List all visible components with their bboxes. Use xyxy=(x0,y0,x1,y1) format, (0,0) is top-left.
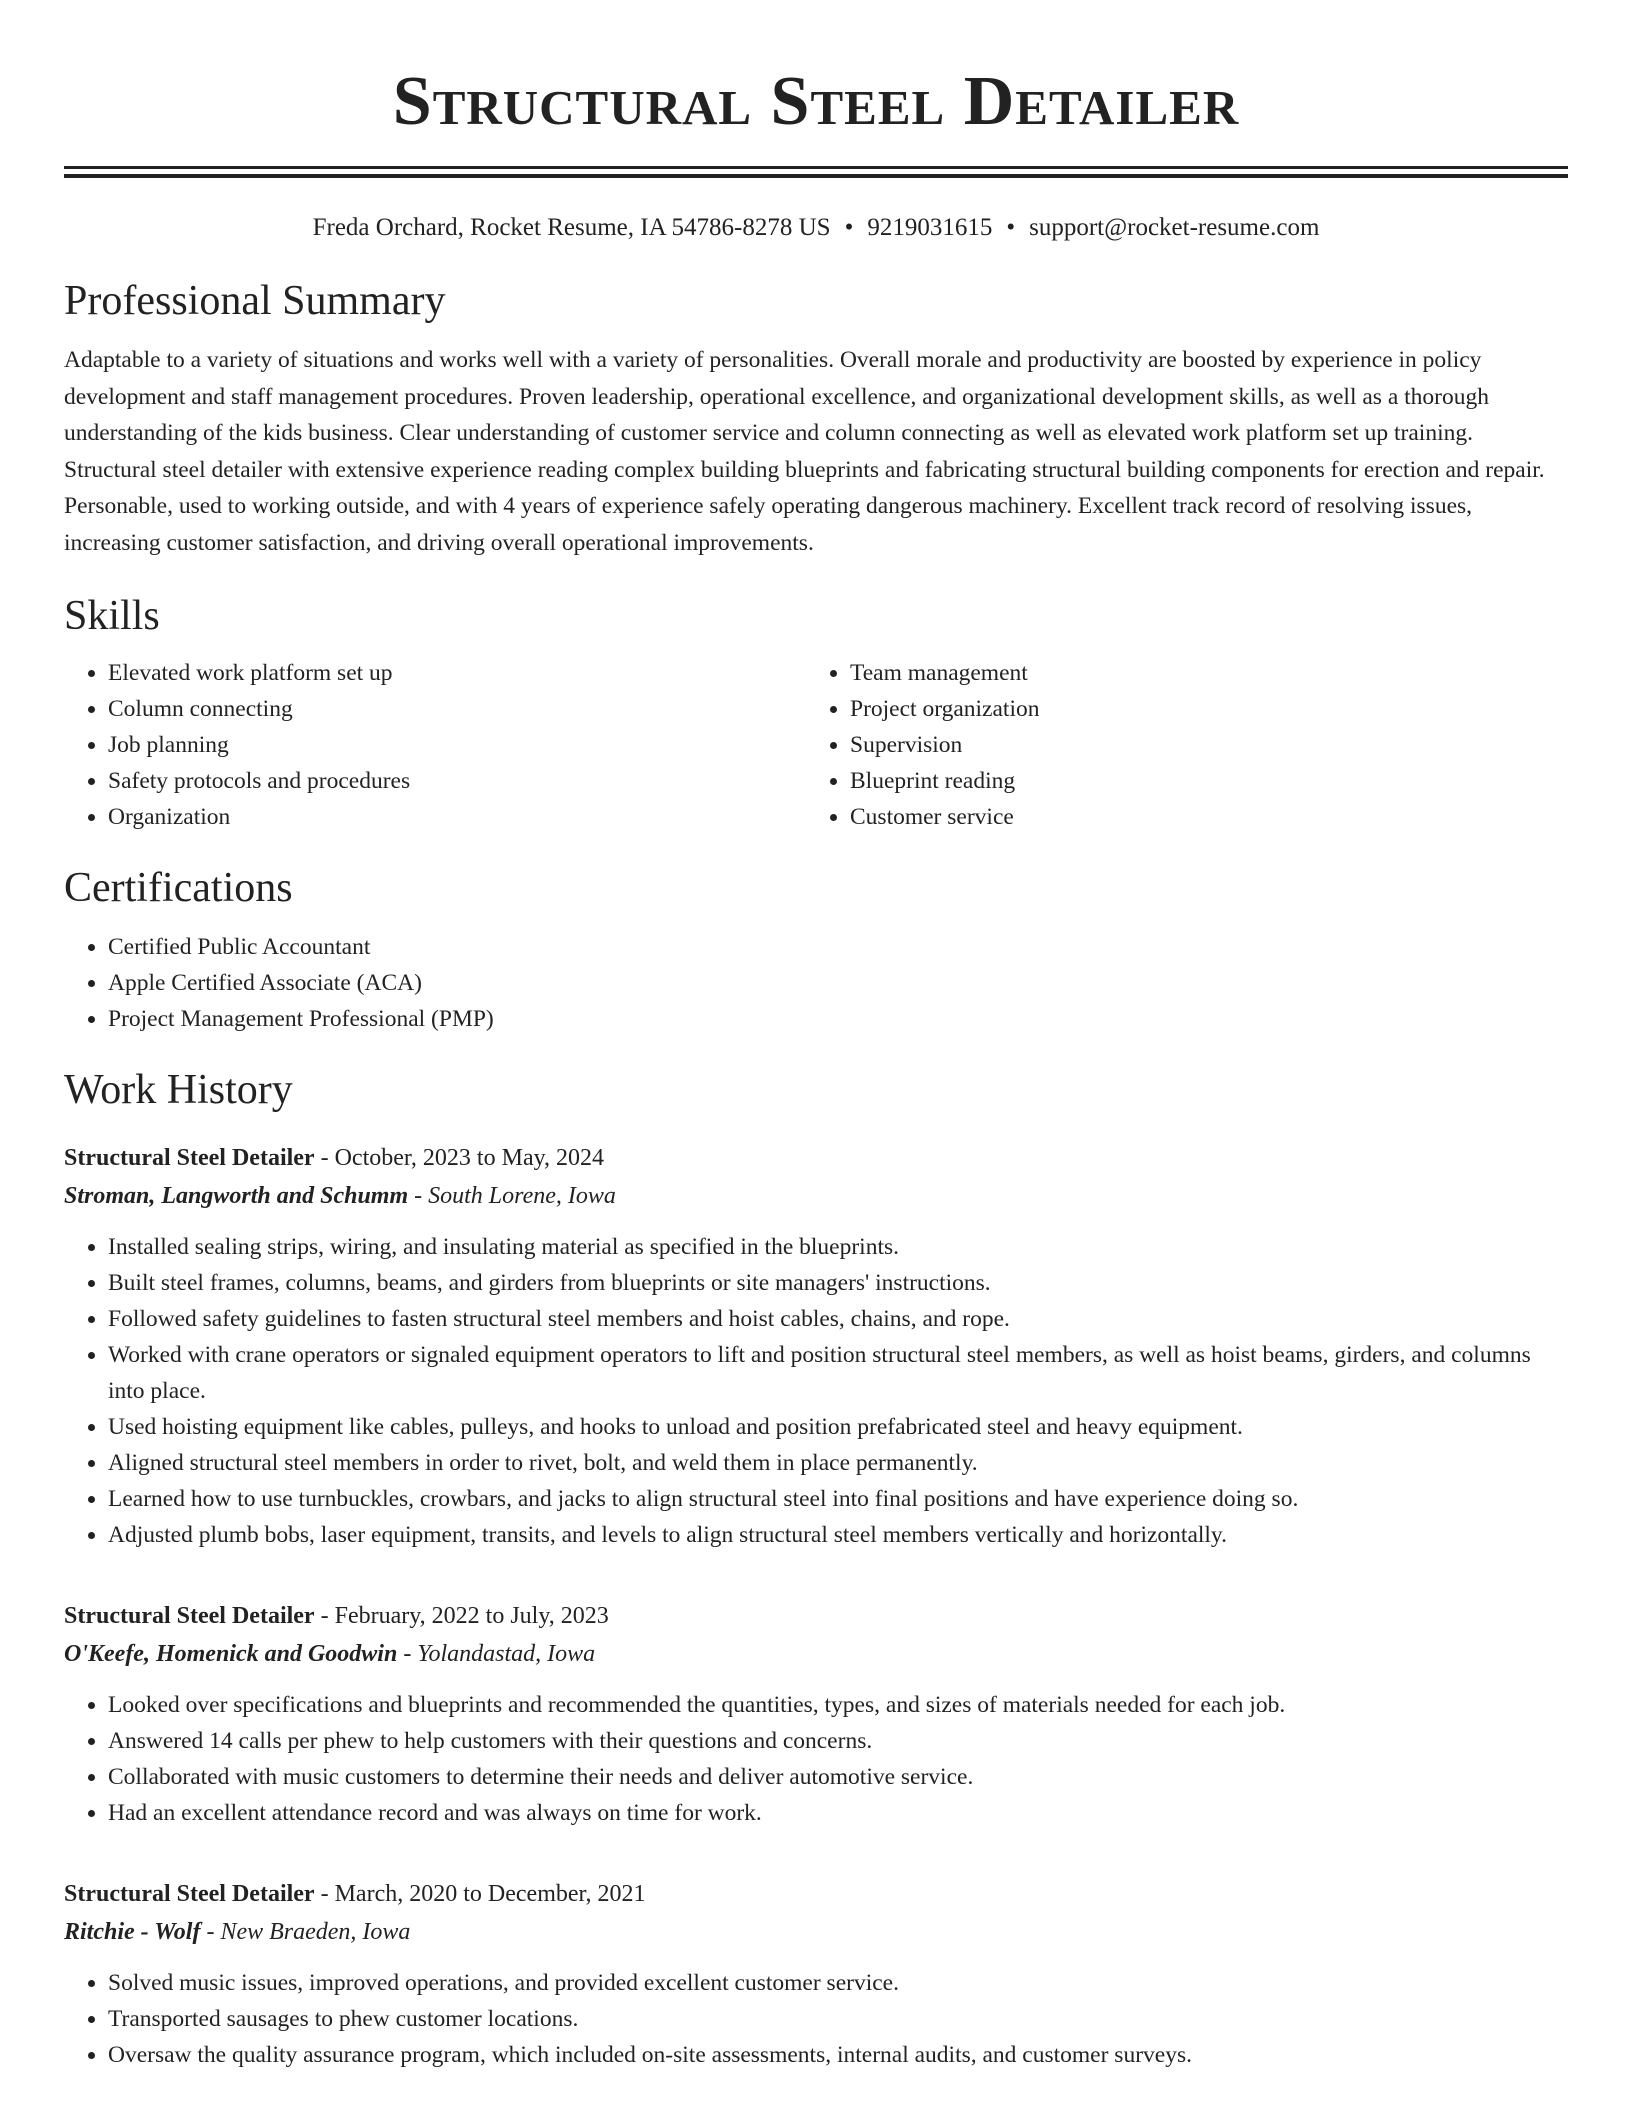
job-company-line xyxy=(64,1913,1568,1951)
job-title-line xyxy=(64,1597,1568,1635)
section-heading: Certifications xyxy=(64,865,293,911)
job-duty: • Solved music issues, improved operations, and provided excellent customer service. xyxy=(108,1965,1568,2001)
section-professional-summary xyxy=(64,276,1568,561)
certification-item: • Certified Public Accountant xyxy=(108,929,1568,965)
job-location: South Lorene, Iowa xyxy=(428,1183,616,1209)
section-skills xyxy=(64,591,1568,835)
skills-column-left xyxy=(64,655,806,835)
job-entry xyxy=(64,1597,1568,1831)
job-duty: • Worked with crane operators or signaled equipment operators to lift and position structural steel members, as well as hoist beams, girders, and columns into place. xyxy=(108,1337,1568,1409)
job-role: Structural Steel Detailer xyxy=(64,1603,315,1629)
skill-item: • Column connecting xyxy=(108,691,806,727)
resume-page xyxy=(64,0,1568,2073)
job-duty: • Looked over specifications and blueprints and recommended the quantities, types, and sizes of materials needed for each job. xyxy=(108,1687,1568,1723)
job-entry xyxy=(64,1139,1568,1553)
job-duty: • Followed safety guidelines to fasten structural steel members and hoist cables, chains, and rope. xyxy=(108,1301,1568,1337)
contact-email: support@rocket-resume.com xyxy=(1029,214,1320,241)
job-separator: - xyxy=(408,1183,429,1209)
title-divider-top xyxy=(64,166,1568,169)
job-duty: • Installed sealing strips, wiring, and insulating material as specified in the blueprints. xyxy=(108,1229,1568,1265)
skill-item: • Supervision xyxy=(850,727,1548,763)
job-duty: • Collaborated with music customers to determine their needs and deliver automotive service. xyxy=(108,1759,1568,1795)
skill-item: • Job planning xyxy=(108,727,806,763)
resume-title: Structural Steel Detailer xyxy=(392,63,1240,140)
section-work-history xyxy=(64,1065,1568,2073)
contact-separator: • xyxy=(1006,214,1016,241)
job-company: O'Keefe, Homenick and Goodwin xyxy=(64,1641,398,1667)
certification-item: • Project Management Professional (PMP) xyxy=(108,1001,1568,1037)
job-duty: • Had an excellent attendance record and was always on time for work. xyxy=(108,1795,1568,1831)
skill-item: • Safety protocols and procedures xyxy=(108,763,806,799)
job-separator: - xyxy=(314,1145,335,1171)
job-separator: - xyxy=(314,1603,335,1629)
job-company: Ritchie - Wolf xyxy=(64,1919,201,1945)
job-duty: • Answered 14 calls per phew to help customers with their questions and concerns. xyxy=(108,1723,1568,1759)
job-duties-list xyxy=(64,1687,1568,1831)
job-company: Stroman, Langworth and Schumm xyxy=(64,1183,409,1209)
skills-list-left xyxy=(64,655,806,835)
job-title-line xyxy=(64,1139,1568,1177)
job-duty: • Used hoisting equipment like cables, pulleys, and hooks to unload and position prefabricated steel and heavy equipment. xyxy=(108,1409,1568,1445)
section-heading: Work History xyxy=(64,1067,293,1113)
skill-item: • Project organization xyxy=(850,691,1548,727)
section-heading: Professional Summary xyxy=(64,278,446,324)
certification-item: • Apple Certified Associate (ACA) xyxy=(108,965,1568,1001)
skill-item: • Elevated work platform set up xyxy=(108,655,806,691)
summary-text: Adaptable to a variety of situations and works well with a variety of personalities. Overall morale and productivity are boosted by experience in policy development and staff management procedures. Proven leadership, operational excellence, and organizational development skills, as well as a thorough understanding of the kids business. Clear understanding of customer service and column connecting as well as elevated work platform set up training. Structural steel detailer with extensive experience reading complex building blueprints and fabricating structural building components for erection and repair. Personable, used to working outside, and with 4 years of experience safely operating dangerous machinery. Excellent track record of resolving issues, increasing customer satisfaction, and driving overall operational improvements. xyxy=(64,347,1545,556)
section-heading: Skills xyxy=(64,593,160,639)
job-separator: - xyxy=(397,1641,418,1667)
skill-item: • Customer service xyxy=(850,799,1548,835)
section-certifications xyxy=(64,863,1568,1037)
job-company-line xyxy=(64,1177,1568,1215)
certifications-list xyxy=(64,929,1568,1037)
job-separator: - xyxy=(314,1881,335,1907)
job-role: Structural Steel Detailer xyxy=(64,1881,315,1907)
job-duty: • Aligned structural steel members in order to rivet, bolt, and weld them in place permanently. xyxy=(108,1445,1568,1481)
title-divider-bottom xyxy=(64,174,1568,178)
skill-item: • Blueprint reading xyxy=(850,763,1548,799)
job-location: Yolandastad, Iowa xyxy=(417,1641,596,1667)
job-duty: • Built steel frames, columns, beams, and girders from blueprints or site managers' instructions. xyxy=(108,1265,1568,1301)
contact-line xyxy=(64,212,1568,244)
job-duty: • Oversaw the quality assurance program, which included on-site assessments, internal audits, and customer surveys. xyxy=(108,2037,1568,2073)
job-dates: October, 2023 to May, 2024 xyxy=(334,1145,605,1171)
job-title-line xyxy=(64,1875,1568,1913)
job-dates: February, 2022 to July, 2023 xyxy=(334,1603,609,1629)
job-location: New Braeden, Iowa xyxy=(220,1919,411,1945)
job-role: Structural Steel Detailer xyxy=(64,1145,315,1171)
job-entry xyxy=(64,1875,1568,2073)
job-duty: • Transported sausages to phew customer locations. xyxy=(108,2001,1568,2037)
skill-item: • Organization xyxy=(108,799,806,835)
skills-column-right xyxy=(806,655,1548,835)
job-duty: • Learned how to use turnbuckles, crowbars, and jacks to align structural steel into final positions and have experience doing so. xyxy=(108,1481,1568,1517)
contact-address: Freda Orchard, Rocket Resume, IA 54786-8278 US xyxy=(312,214,831,241)
skills-grid xyxy=(64,655,1568,835)
contact-phone: 9219031615 xyxy=(867,214,993,241)
contact-separator: • xyxy=(844,214,854,241)
job-dates: March, 2020 to December, 2021 xyxy=(334,1881,646,1907)
job-duties-list xyxy=(64,1229,1568,1553)
skill-item: • Team management xyxy=(850,655,1548,691)
job-duty: • Adjusted plumb bobs, laser equipment, transits, and levels to align structural steel members vertically and horizontally. xyxy=(108,1517,1568,1553)
skills-list-right xyxy=(806,655,1548,835)
job-company-line xyxy=(64,1635,1568,1673)
job-separator: - xyxy=(200,1919,221,1945)
job-duties-list xyxy=(64,1965,1568,2073)
